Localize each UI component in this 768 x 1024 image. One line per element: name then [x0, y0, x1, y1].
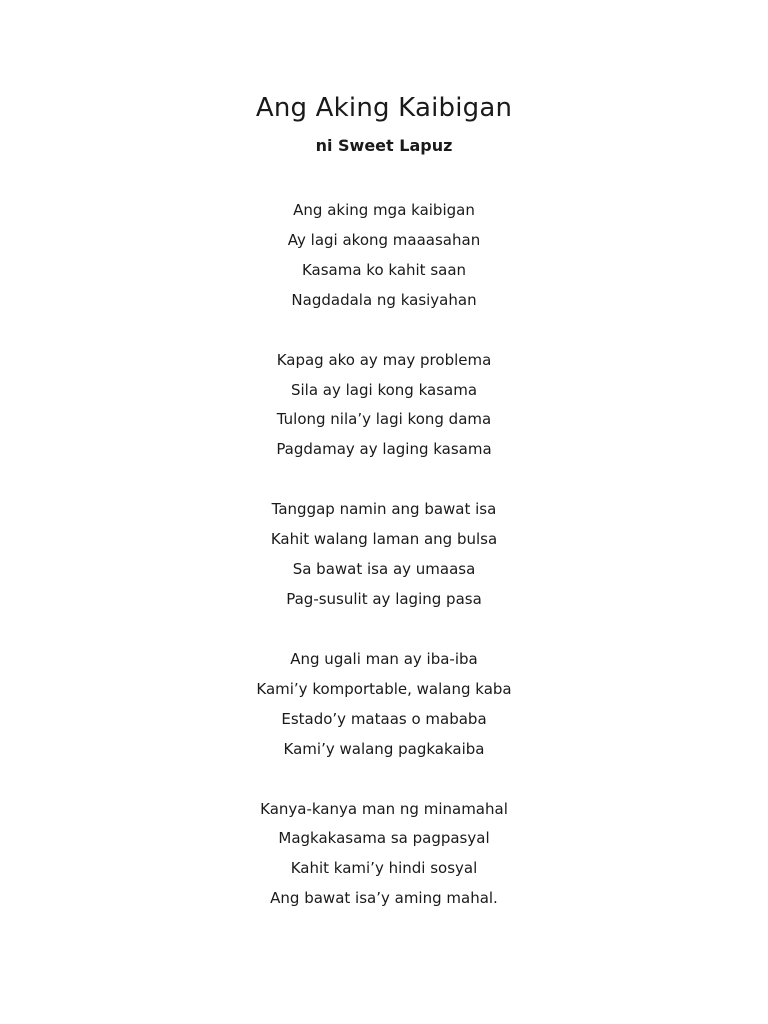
- poem-line: Nagdadala ng kasiyahan: [291, 290, 477, 309]
- poem-line: Tulong nila’y lagi kong dama: [276, 410, 492, 429]
- poem-line: Kahit kami’y hindi sosyal: [290, 859, 478, 878]
- poem-line: Kapag ako ay may problema: [276, 350, 492, 369]
- poem-line: Ang bawat isa’y aming mahal.: [270, 889, 498, 908]
- poem-line: Magkakasama sa pagpasyal: [278, 829, 490, 848]
- poem-line: Sila ay lagi kong kasama: [290, 380, 478, 399]
- poem-line: Pagdamay ay laging kasama: [276, 440, 492, 459]
- poem-line: Kahit walang laman ang bulsa: [270, 530, 498, 549]
- poem-line: Ay lagi akong maaasahan: [287, 230, 481, 249]
- stanza-2: [0, 346, 768, 466]
- poem-line: Ang aking mga kaibigan: [293, 201, 475, 219]
- stanza-4: [0, 645, 768, 765]
- poem-line: Kasama ko kahit saan: [301, 260, 467, 279]
- stanza-1: [0, 196, 768, 316]
- poem-line: Kanya-kanya man ng minamahal: [260, 799, 508, 818]
- poem-line: Ang ugali man ay iba-iba: [290, 649, 478, 668]
- stanza-5: [0, 795, 768, 915]
- poem-line: Kami’y walang pagkakaiba: [283, 739, 485, 758]
- poem-title: Ang Aking Kaibigan: [255, 93, 513, 123]
- poem-line: Sa bawat isa ay umaasa: [292, 560, 476, 579]
- stanza-3: [0, 495, 768, 615]
- poem-line: Tanggap namin ang bawat isa: [271, 500, 497, 519]
- poem-author: ni Sweet Lapuz: [315, 136, 453, 155]
- poem-line: Pag-susulit ay laging pasa: [286, 589, 482, 608]
- poem-line: Estado’y mataas o mababa: [281, 709, 487, 728]
- poem-body: [0, 196, 768, 944]
- poem-line: Kami’y komportable, walang kaba: [256, 679, 512, 698]
